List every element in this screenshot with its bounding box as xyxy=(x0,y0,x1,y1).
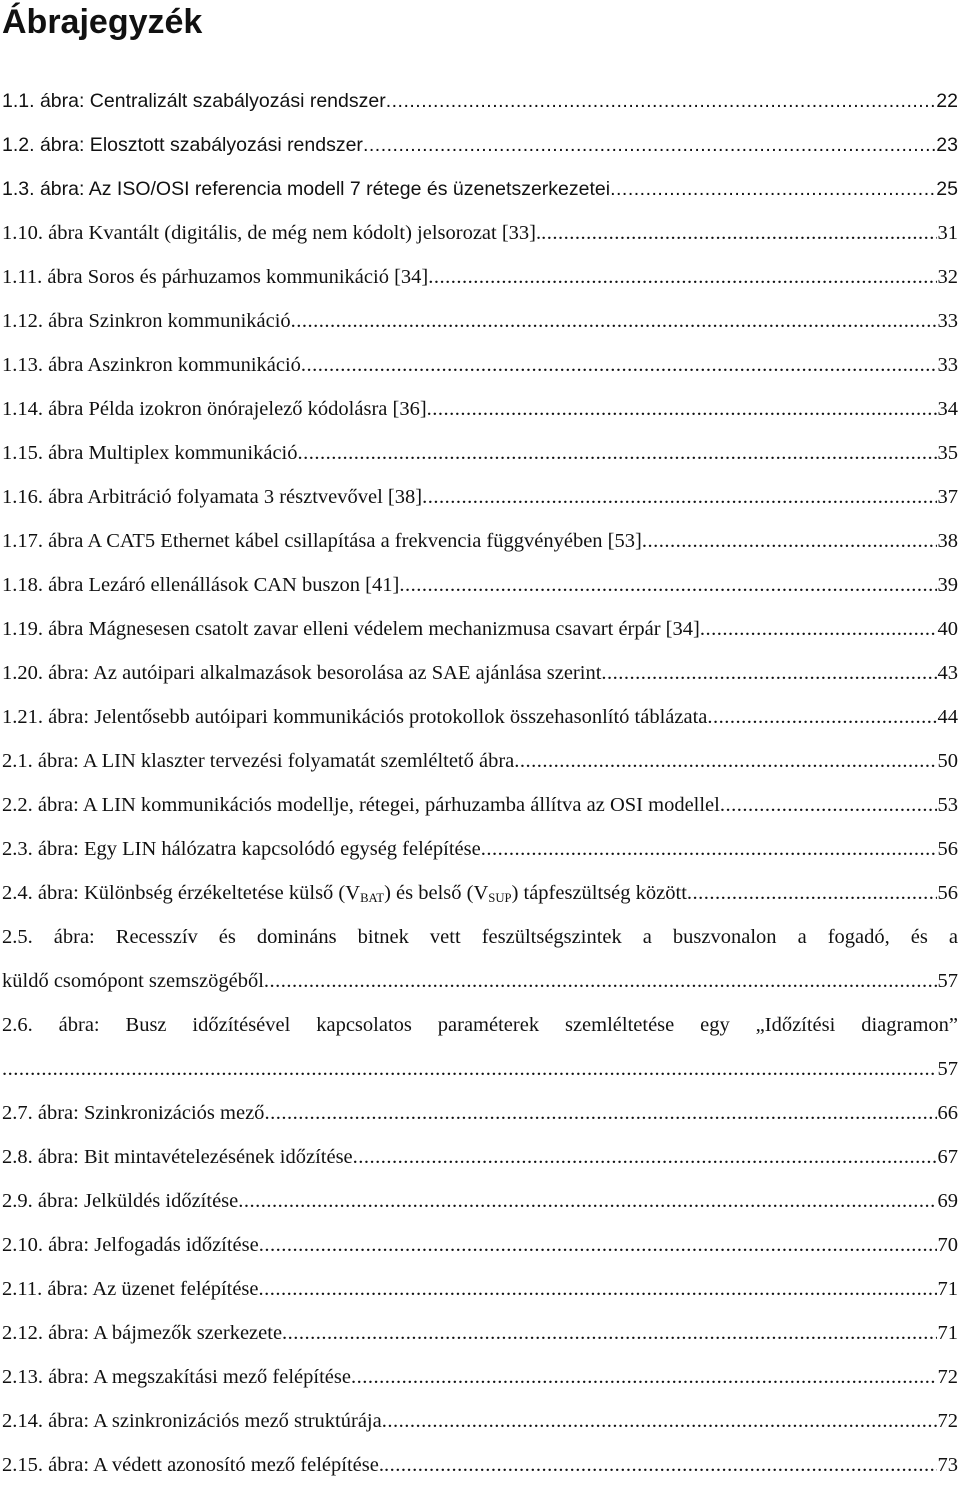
toc-entry-label: 1.3. ábra: Az ISO/OSI referencia modell 7 rétege és üzenetszerkezetei xyxy=(2,178,611,200)
toc-entry-label: 2.12. ábra: A bájmezők szerkezete xyxy=(2,1322,283,1344)
dot-leader xyxy=(384,1443,937,1487)
dot-leader xyxy=(514,739,936,783)
toc-entry-label: 1.20. ábra: Az autóipari alkalmazások besorolása az SAE ajánlása szerint xyxy=(2,662,602,684)
toc-entry-label: 1.17. ábra A CAT5 Ethernet kábel csillapítása a frekvencia függvényében [53] xyxy=(2,530,642,552)
toc-entry-page: 57 xyxy=(937,1058,958,1080)
toc-entry[interactable] xyxy=(0,739,960,783)
toc-entry[interactable] xyxy=(0,299,960,343)
toc-entry-label: 2.14. ábra: A szinkronizációs mező struktúrája xyxy=(2,1410,382,1432)
figure-list xyxy=(0,79,960,1487)
toc-entry-page: 66 xyxy=(937,1102,958,1124)
toc-entry[interactable] xyxy=(0,1267,960,1311)
toc-entry[interactable] xyxy=(0,79,960,123)
dot-leader xyxy=(301,343,937,387)
toc-entry-label-part: ) tápfeszültség között xyxy=(511,882,687,904)
dot-leader xyxy=(363,123,935,167)
toc-entry-label: 1.14. ábra Példa izokron önórajelező kódolásra [36] xyxy=(2,398,427,420)
toc-entry-page: 37 xyxy=(937,486,958,508)
toc-entry[interactable] xyxy=(0,1443,960,1487)
toc-entry-label: 1.19. ábra Mágnesesen csatolt zavar elleni védelem mechanizmusa csavart érpár [34] xyxy=(2,618,700,640)
toc-entry-page: 43 xyxy=(937,662,958,684)
dot-leader xyxy=(720,783,937,827)
toc-entry-page: 23 xyxy=(936,134,958,156)
toc-entry-label: 1.13. ábra Aszinkron kommunikáció xyxy=(2,354,301,376)
toc-entry[interactable] xyxy=(0,651,960,695)
dot-leader xyxy=(481,827,937,871)
dot-leader xyxy=(238,1179,936,1223)
toc-entry-label: 2.9. ábra: Jelküldés időzítése xyxy=(2,1190,239,1212)
toc-entry[interactable] xyxy=(0,123,960,167)
toc-entry-label-line: 2.5. ábra: Recesszív és domináns bitnek vett feszültségszintek a buszvonalon a fogadó, és a xyxy=(2,926,958,948)
toc-entry-page: 56 xyxy=(937,882,958,904)
toc-entry-label-part: 2.4. ábra: Különbség érzékeltetése külső (V xyxy=(2,882,361,904)
toc-entry-label xyxy=(2,871,687,915)
dot-leader xyxy=(298,431,937,475)
dot-leader xyxy=(259,1223,937,1267)
toc-entry[interactable] xyxy=(0,1223,960,1267)
toc-entry-label: 1.15. ábra Multiplex kommunikáció xyxy=(2,442,298,464)
toc-entry-label: 2.8. ábra: Bit mintavételezésének időzítése xyxy=(2,1146,353,1168)
toc-entry-label: 2.3. ábra: Egy LIN hálózatra kapcsolódó egység felépítése xyxy=(2,838,481,860)
toc-entry-label: 1.10. ábra Kvantált (digitális, de még nem kódolt) jelsorozat [33]. xyxy=(2,222,542,244)
toc-entry-label: 2.10. ábra: Jelfogadás időzítése xyxy=(2,1234,259,1256)
toc-entry-page: 50 xyxy=(937,750,958,772)
toc-entry-label: küldő csomópont szemszögéből xyxy=(2,970,264,992)
dot-leader xyxy=(427,387,937,431)
toc-entry[interactable] xyxy=(0,1311,960,1355)
toc-entry-label: 2.11. ábra: Az üzenet felépítése xyxy=(2,1278,259,1300)
toc-entry[interactable] xyxy=(0,519,960,563)
toc-entry-label: 1.11. ábra Soros és párhuzamos kommunikáció [34] xyxy=(2,266,429,288)
dot-leader xyxy=(541,211,936,255)
toc-entry-label: 2.15. ábra: A védett azonosító mező felépítése. xyxy=(2,1454,384,1476)
toc-entry[interactable] xyxy=(0,1091,960,1135)
toc-entry-page: 67 xyxy=(937,1146,958,1168)
toc-entry-page: 57 xyxy=(937,970,958,992)
toc-entry-label: 1.2. ábra: Elosztott szabályozási rendszer xyxy=(2,134,363,156)
toc-entry-page: 38 xyxy=(937,530,958,552)
toc-entry[interactable] xyxy=(0,783,960,827)
toc-entry[interactable] xyxy=(0,1003,960,1091)
toc-entry-label: 2.2. ábra: A LIN kommunikációs modellje, rétegei, párhuzamba állítva az OSI modellel xyxy=(2,794,720,816)
toc-entry-page: 40 xyxy=(937,618,958,640)
dot-leader xyxy=(291,299,937,343)
toc-entry[interactable] xyxy=(0,563,960,607)
toc-entry-page: 53 xyxy=(937,794,958,816)
toc-entry-label: 1.12. ábra Szinkron kommunikáció xyxy=(2,310,291,332)
toc-entry-page: 22 xyxy=(936,90,958,112)
toc-entry[interactable] xyxy=(0,431,960,475)
toc-entry-page: 72 xyxy=(937,1366,958,1388)
toc-entry-label: 2.13. ábra: A megszakítási mező felépítése xyxy=(2,1366,351,1388)
toc-entry[interactable] xyxy=(0,607,960,651)
toc-entry[interactable] xyxy=(0,211,960,255)
dot-leader xyxy=(610,167,935,211)
dot-leader xyxy=(264,959,937,1003)
toc-entry-label: 1.18. ábra Lezáró ellenállások CAN buszon [41] xyxy=(2,574,400,596)
toc-entry-page: 25 xyxy=(936,178,958,200)
dot-leader xyxy=(707,695,936,739)
toc-entry-page: 71 xyxy=(937,1322,958,1344)
toc-entry-page: 31 xyxy=(937,222,958,244)
toc-entry-page: 39 xyxy=(937,574,958,596)
dot-leader xyxy=(264,1091,936,1135)
toc-entry-page: 69 xyxy=(937,1190,958,1212)
toc-entry-label-part: ) és belső (V xyxy=(384,882,489,904)
toc-entry[interactable] xyxy=(0,343,960,387)
page-title: Ábrajegyzék xyxy=(2,3,203,41)
toc-entry-page: 33 xyxy=(937,310,958,332)
dot-leader xyxy=(382,1399,937,1443)
toc-entry-page: 56 xyxy=(937,838,958,860)
toc-entry[interactable] xyxy=(0,387,960,431)
toc-entry-label: 1.21. ábra: Jelentősebb autóipari kommunikációs protokollok összehasonlító táblázata xyxy=(2,706,708,728)
toc-entry[interactable] xyxy=(0,871,960,915)
toc-entry-page: 71 xyxy=(937,1278,958,1300)
subscript: BAT xyxy=(360,891,385,906)
dot-leader xyxy=(351,1355,937,1399)
toc-entry-page: 72 xyxy=(937,1410,958,1432)
dot-leader xyxy=(386,79,936,123)
dot-leader xyxy=(601,651,936,695)
dot-leader xyxy=(428,255,936,299)
dot-leader xyxy=(2,1047,937,1091)
toc-entry-page: 34 xyxy=(937,398,958,420)
dot-leader xyxy=(282,1311,936,1355)
toc-entry[interactable] xyxy=(0,1399,960,1443)
subscript: SUP xyxy=(488,891,512,906)
toc-entry-label: 1.16. ábra Arbitráció folyamata 3 résztvevővel [38] xyxy=(2,486,423,508)
toc-entry-page: 44 xyxy=(937,706,958,728)
toc-entry[interactable] xyxy=(0,167,960,211)
toc-entry-page: 35 xyxy=(937,442,958,464)
toc-entry[interactable] xyxy=(0,475,960,519)
dot-leader xyxy=(259,1267,937,1311)
toc-entry-label-line: 2.6. ábra: Busz időzítésével kapcsolatos paraméterek szemléltetése egy „Időzítési diagramon” xyxy=(2,1014,958,1036)
dot-leader xyxy=(399,563,936,607)
dot-leader xyxy=(642,519,937,563)
toc-entry[interactable] xyxy=(0,255,960,299)
dot-leader xyxy=(353,1135,937,1179)
toc-entry-label: 2.7. ábra: Szinkronizációs mező xyxy=(2,1102,265,1124)
toc-entry[interactable] xyxy=(0,915,960,1003)
dot-leader xyxy=(422,475,936,519)
toc-entry-page: 70 xyxy=(937,1234,958,1256)
toc-entry[interactable] xyxy=(0,695,960,739)
toc-entry[interactable] xyxy=(0,1355,960,1399)
toc-entry-page: 32 xyxy=(937,266,958,288)
toc-entry-page: 33 xyxy=(937,354,958,376)
dot-leader xyxy=(687,871,937,915)
dot-leader xyxy=(700,607,937,651)
toc-entry-label: 2.1. ábra: A LIN klaszter tervezési folyamatát szemléltető ábra xyxy=(2,750,515,772)
toc-entry[interactable] xyxy=(0,1179,960,1223)
toc-entry[interactable] xyxy=(0,1135,960,1179)
toc-entry-page: 73 xyxy=(937,1454,958,1476)
toc-entry[interactable] xyxy=(0,827,960,871)
toc-entry-label: 1.1. ábra: Centralizált szabályozási rendszer xyxy=(2,90,386,112)
